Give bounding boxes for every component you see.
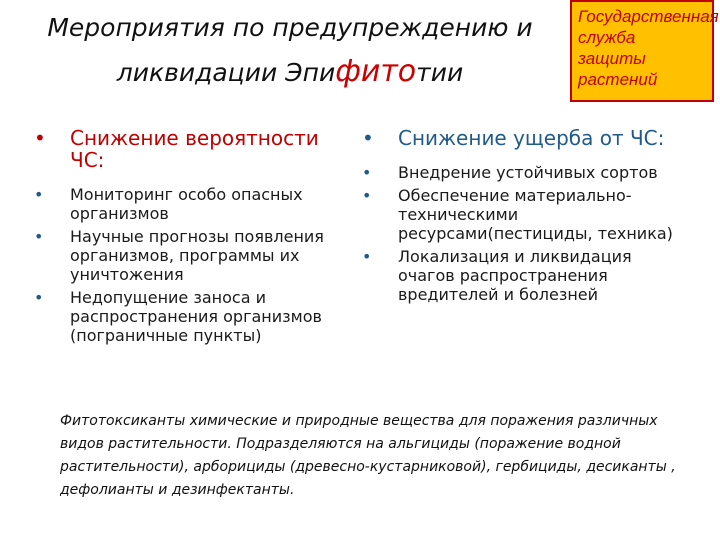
right-heading <box>362 127 682 149</box>
list-item-text: Научные прогнозы появления организмов, программы их уничтожения <box>70 227 324 284</box>
list-item-text: Локализация и ликвидация очагов распространения вредителей и болезней <box>398 247 632 304</box>
title-line-1: Мероприятия по предупреждению и <box>47 13 533 42</box>
bullet-icon: • <box>362 247 372 266</box>
footnote: Фитотоксиканты химические и природные вещества для поражения различных видов растительности. Подразделяются на альгициды (поражение водной растительности), арборициды (древесно-кустарниковой), гербициды, десиканты , дефолианты и дезинфектанты. <box>60 413 676 498</box>
list-item-text: Мониторинг особо опасных организмов <box>70 185 303 223</box>
bullet-icon: • <box>34 126 46 150</box>
left-column <box>34 127 354 349</box>
title-line-2-end: тии <box>416 58 464 87</box>
list-item <box>34 288 354 345</box>
bullet-icon: • <box>34 185 44 204</box>
left-heading <box>34 127 354 171</box>
bullet-icon: • <box>362 186 372 205</box>
agency-box: Государственная служба защиты растений <box>570 0 714 102</box>
title-line-2-start: ликвидации Эпи <box>116 58 336 87</box>
list-item <box>362 186 682 243</box>
bullet-icon: • <box>34 288 44 307</box>
bullet-icon: • <box>362 163 372 182</box>
bullet-icon: • <box>362 126 374 150</box>
list-item <box>34 227 354 284</box>
list-item-text: Внедрение устойчивых сортов <box>398 163 658 182</box>
list-item <box>362 163 682 182</box>
title-highlight: фито <box>335 54 417 89</box>
bullet-icon: • <box>34 227 44 246</box>
list-item <box>34 185 354 223</box>
list-item-text: Недопущение заноса и распространения организмов (пограничные пункты) <box>70 288 322 345</box>
left-heading-text: Снижение вероятности ЧС: <box>70 126 319 172</box>
list-item-text: Обеспечение материально-техническими ресурсами(пестициды, техника) <box>398 186 673 243</box>
right-heading-text: Снижение ущерба от ЧС: <box>398 126 665 150</box>
page-title <box>10 6 570 95</box>
right-column <box>362 127 682 308</box>
list-item <box>362 247 682 304</box>
